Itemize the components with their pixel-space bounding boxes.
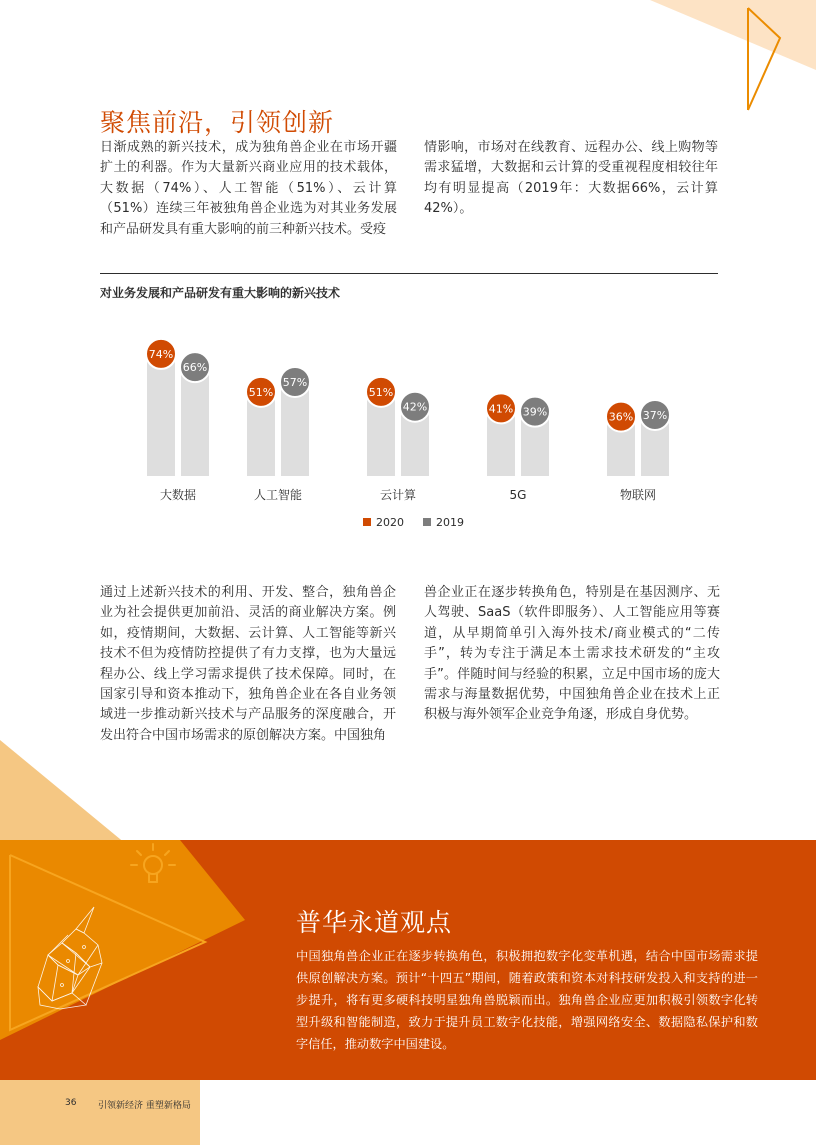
- category-label-2: 云计算: [379, 488, 417, 502]
- data-label-2020-4: 36%: [608, 410, 634, 424]
- opinion-title: 普华永道观点: [296, 908, 453, 937]
- body-left-text: 通过上述新兴技术的利用、开发、整合，独角兽企业为社会提供更加前沿、灵活的商业解决方案。例如，疫情期间，大数据、云计算、人工智能等新兴技术不但为疫情防控提供了有力支撑，也为大量远程办公、线上学习需求提供了技术保障。同时，在国家引导和资本推动下，独角兽企业在各自业务领域进一步推动新兴技术与产品服务的深度融合，开发出符合中国市场需求的原创解决方案。中国独角: [100, 585, 396, 743]
- unicorn-icon: [32, 905, 117, 1010]
- data-label-2020-3: 41%: [488, 402, 514, 416]
- chart-title: 对业务发展和产品研发有重大影响的新兴技术: [100, 286, 341, 300]
- data-label-2019-4: 37%: [642, 408, 668, 422]
- data-label-2019-0: 66%: [182, 361, 208, 375]
- bar-2020-0: [147, 354, 175, 476]
- category-label-1: 人工智能: [253, 488, 303, 502]
- footer-title: 引领新经济 重塑新格局: [98, 1101, 191, 1111]
- data-label-2019-1: 57%: [282, 375, 308, 389]
- legend-label-2020: 2020: [376, 516, 404, 529]
- bar-2019-0: [181, 367, 209, 476]
- data-label-2020-0: 74%: [148, 347, 174, 361]
- body-right-text: 兽企业正在逐步转换角色，特别是在基因测序、无人驾驶、SaaS（软件即服务）、人工智能应用等赛道，从早期简单引入海外技术/商业模式的“二传手”，转为专注于满足本土需求技术研发的“主攻手”。伴随时间与经验的积累，立足中国市场的庞大需求与海量数据优势，中国独角兽企业在技术上正积极与海外领军企业竞争角逐，形成自身优势。: [424, 585, 720, 723]
- data-label-2019-3: 39%: [522, 405, 548, 419]
- opinion-text: 中国独角兽企业正在逐步转换角色，积极拥抱数字化变革机遇，结合中国市场需求提供原创解决方案。预计“十四五”期间，随着政策和资本对科技研发投入和支持的进一步提升，将有更多硬科技明星独角兽脱颖而出。独角兽企业应更加积极引领数字化转型升级和智能制造，致力于提升员工数字化技能，增强网络安全、数据隐私保护和数字信任，推动数字中国建设。: [296, 949, 758, 1051]
- bar-chart: [100, 310, 718, 550]
- data-label-2019-2: 42%: [402, 400, 428, 414]
- intro-left-text: 日渐成熟的新兴技术，成为独角兽企业在市场开疆扩土的利器。作为大量新兴商业应用的技术载体，大数据（74%）、人工智能（51%）、云计算（51%）连续三年被独角兽企业选为对其业务发展和产品研发具有重大影响的前三种新兴技术。受疫: [100, 140, 397, 237]
- lightbulb-icon: [128, 838, 178, 893]
- page-number: 36: [65, 1098, 77, 1108]
- legend-swatch-2019: [423, 518, 431, 526]
- intro-right-text: 情影响，市场对在线教育、远程办公、线上购物等需求猛增，大数据和云计算的受重视程度相较往年均有明显提高（2019年：大数据66%，云计算42%）。: [424, 140, 718, 217]
- section-divider: [100, 273, 718, 274]
- data-label-2020-2: 51%: [368, 385, 394, 399]
- category-label-0: 大数据: [159, 488, 197, 502]
- category-label-3: 5G: [509, 488, 527, 502]
- data-label-2020-1: 51%: [248, 385, 274, 399]
- page-title: 聚焦前沿，引领创新: [100, 107, 335, 137]
- legend-label-2019: 2019: [436, 516, 464, 529]
- legend-swatch-2020: [363, 518, 371, 526]
- category-label-4: 物联网: [619, 488, 657, 502]
